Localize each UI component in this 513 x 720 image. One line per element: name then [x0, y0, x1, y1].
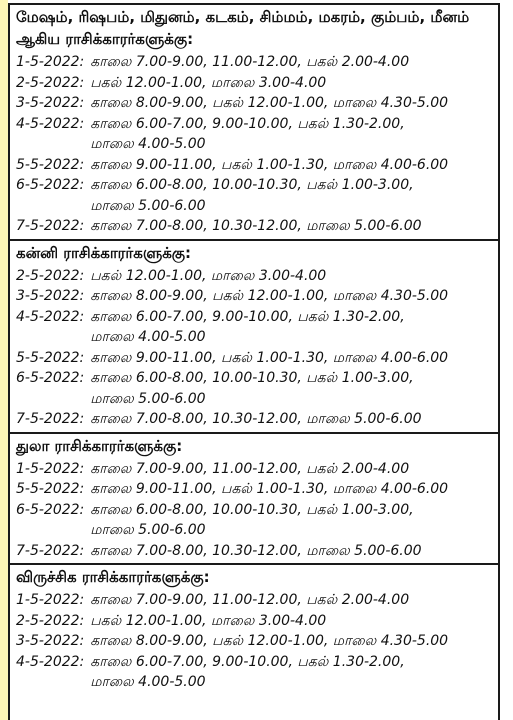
time-row [16, 266, 492, 287]
section-heading-line: ஆகிய ராசிக்காரர்களுக்கு: [16, 30, 194, 48]
row-date: 4-5-2022: [16, 653, 85, 670]
row-times-line: காலை 6.00-7.00, 9.00-10.00, பகல் 1.30-2.00, [90, 308, 405, 325]
row-times [90, 307, 404, 348]
row-date: 1-5-2022: [16, 460, 85, 477]
row-times [90, 590, 409, 611]
row-times-line: காலை 9.00-11.00, பகல் 1.00-1.30, மாலை 4.00-6.00 [90, 156, 449, 173]
time-row [16, 409, 492, 430]
row-times-line: மாலை 4.00-5.00 [90, 329, 206, 345]
row-times [90, 286, 448, 307]
row-times-line: காலை 7.00-9.00, 11.00-12.00, பகல் 2.00-4.00 [90, 592, 410, 608]
row-times-line: காலை 9.00-11.00, பகல் 1.00-1.30, மாலை 4.00-6.00 [90, 349, 449, 366]
row-times-line: காலை 7.00-9.00, 11.00-12.00, பகல் 2.00-4.00 [90, 460, 410, 477]
section-heading [16, 435, 492, 457]
row-times [90, 368, 413, 409]
row-times-line: காலை 9.00-11.00, பகல் 1.00-1.30, மாலை 4.00-6.00 [90, 481, 449, 497]
time-row [16, 307, 492, 348]
section-kanni [10, 241, 498, 434]
section-viruchigam [10, 565, 498, 695]
section-heading [16, 6, 492, 50]
row-times-line: காலை 6.00-7.00, 9.00-10.00, பகல் 1.30-2.00, [90, 653, 405, 670]
time-row [16, 93, 492, 114]
row-times [90, 175, 413, 216]
row-times-line: காலை 7.00-8.00, 10.30-12.00, மாலை 5.00-6.00 [90, 411, 422, 427]
row-times [90, 459, 409, 480]
row-times [90, 631, 448, 652]
row-times-line: காலை 6.00-8.00, 10.00-10.30, பகல் 1.00-3.00, [90, 501, 414, 518]
row-times-line: மாலை 5.00-6.00 [90, 390, 206, 407]
row-date: 7-5-2022: [16, 542, 85, 559]
row-times-line: மாலை 4.00-5.00 [90, 674, 206, 690]
time-row [16, 73, 492, 94]
row-times-line: காலை 8.00-9.00, பகல் 12.00-1.00, மாலை 4.30-5.00 [90, 288, 449, 304]
time-row [16, 216, 492, 237]
row-times-line: காலை 6.00-8.00, 10.00-10.30, பகல் 1.00-3.00, [90, 177, 414, 193]
row-date: 4-5-2022: [16, 115, 85, 132]
row-date: 1-5-2022: [16, 592, 85, 608]
row-date: 5-5-2022: [16, 156, 85, 173]
row-date: 3-5-2022: [16, 633, 85, 649]
row-times [90, 52, 409, 73]
row-times [90, 93, 448, 114]
row-times-line: காலை 7.00-8.00, 10.30-12.00, மாலை 5.00-6.00 [90, 218, 422, 234]
time-list [16, 266, 492, 430]
time-list [16, 459, 492, 562]
time-list [16, 52, 492, 237]
row-times-line: காலை 6.00-8.00, 10.00-10.30, பகல் 1.00-3.00, [90, 370, 414, 386]
row-times-line: மாலை 5.00-6.00 [90, 197, 206, 214]
time-row [16, 368, 492, 409]
section-heading [16, 242, 492, 264]
row-date: 7-5-2022: [16, 411, 85, 427]
row-times [90, 409, 421, 430]
row-date: 3-5-2022: [16, 288, 85, 304]
row-times [90, 611, 326, 632]
row-times-line: காலை 6.00-7.00, 9.00-10.00, பகல் 1.30-2.00, [90, 115, 405, 132]
row-times-line: மாலை 5.00-6.00 [90, 522, 206, 538]
section-heading-line: மேஷம், ரிஷபம், மிதுனம், கடகம், சிம்மம், மகரம், கும்பம், மீனம் [16, 8, 470, 26]
section-thula [10, 434, 498, 566]
time-row [16, 652, 492, 693]
time-row [16, 155, 492, 176]
time-row [16, 611, 492, 632]
row-times [90, 73, 326, 94]
row-date: 3-5-2022: [16, 95, 85, 111]
row-date: 4-5-2022: [16, 308, 85, 325]
row-times [90, 266, 326, 287]
time-row [16, 175, 492, 216]
section-heading-line: கன்னி ராசிக்காரர்களுக்கு: [16, 243, 192, 262]
auspicious-times-table [8, 3, 500, 720]
row-times [90, 652, 404, 693]
section-heading [16, 566, 492, 588]
row-date: 6-5-2022: [16, 370, 85, 386]
row-date: 1-5-2022: [16, 54, 85, 70]
row-date: 2-5-2022: [16, 612, 85, 629]
row-times-line: காலை 8.00-9.00, பகல் 12.00-1.00, மாலை 4.30-5.00 [90, 95, 449, 111]
row-times-line: பகல் 12.00-1.00, மாலை 3.00-4.00 [90, 74, 327, 91]
row-date: 2-5-2022: [16, 267, 85, 284]
row-times [90, 479, 448, 500]
time-row [16, 348, 492, 369]
time-row [16, 459, 492, 480]
row-date: 6-5-2022: [16, 501, 85, 518]
time-row [16, 590, 492, 611]
section-heading-line: விருச்சிக ராசிக்காரர்களுக்கு: [16, 568, 210, 586]
row-date: 7-5-2022: [16, 218, 85, 234]
section-heading-line: துலா ராசிக்காரர்களுக்கு: [16, 436, 183, 455]
time-list [16, 590, 492, 693]
row-times-line: காலை 7.00-8.00, 10.30-12.00, மாலை 5.00-6.00 [90, 542, 422, 559]
row-times [90, 500, 413, 541]
row-times [90, 348, 448, 369]
row-times [90, 216, 421, 237]
row-times-line: பகல் 12.00-1.00, மாலை 3.00-4.00 [90, 612, 327, 629]
row-date: 6-5-2022: [16, 177, 85, 193]
row-times [90, 541, 421, 562]
row-times-line: காலை 8.00-9.00, பகல் 12.00-1.00, மாலை 4.30-5.00 [90, 633, 449, 649]
row-date: 5-5-2022: [16, 349, 85, 366]
time-row [16, 479, 492, 500]
time-row [16, 114, 492, 155]
time-row [16, 631, 492, 652]
row-times [90, 155, 448, 176]
section-mesham-group [10, 5, 498, 241]
time-row [16, 286, 492, 307]
row-times-line: மாலை 4.00-5.00 [90, 136, 206, 152]
row-date: 2-5-2022: [16, 74, 85, 91]
time-row [16, 500, 492, 541]
row-times [90, 114, 404, 155]
time-row [16, 52, 492, 73]
row-date: 5-5-2022: [16, 481, 85, 497]
time-row [16, 541, 492, 562]
left-yellow-margin [0, 0, 8, 720]
row-times-line: காலை 7.00-9.00, 11.00-12.00, பகல் 2.00-4.00 [90, 54, 410, 70]
row-times-line: பகல் 12.00-1.00, மாலை 3.00-4.00 [90, 267, 327, 284]
